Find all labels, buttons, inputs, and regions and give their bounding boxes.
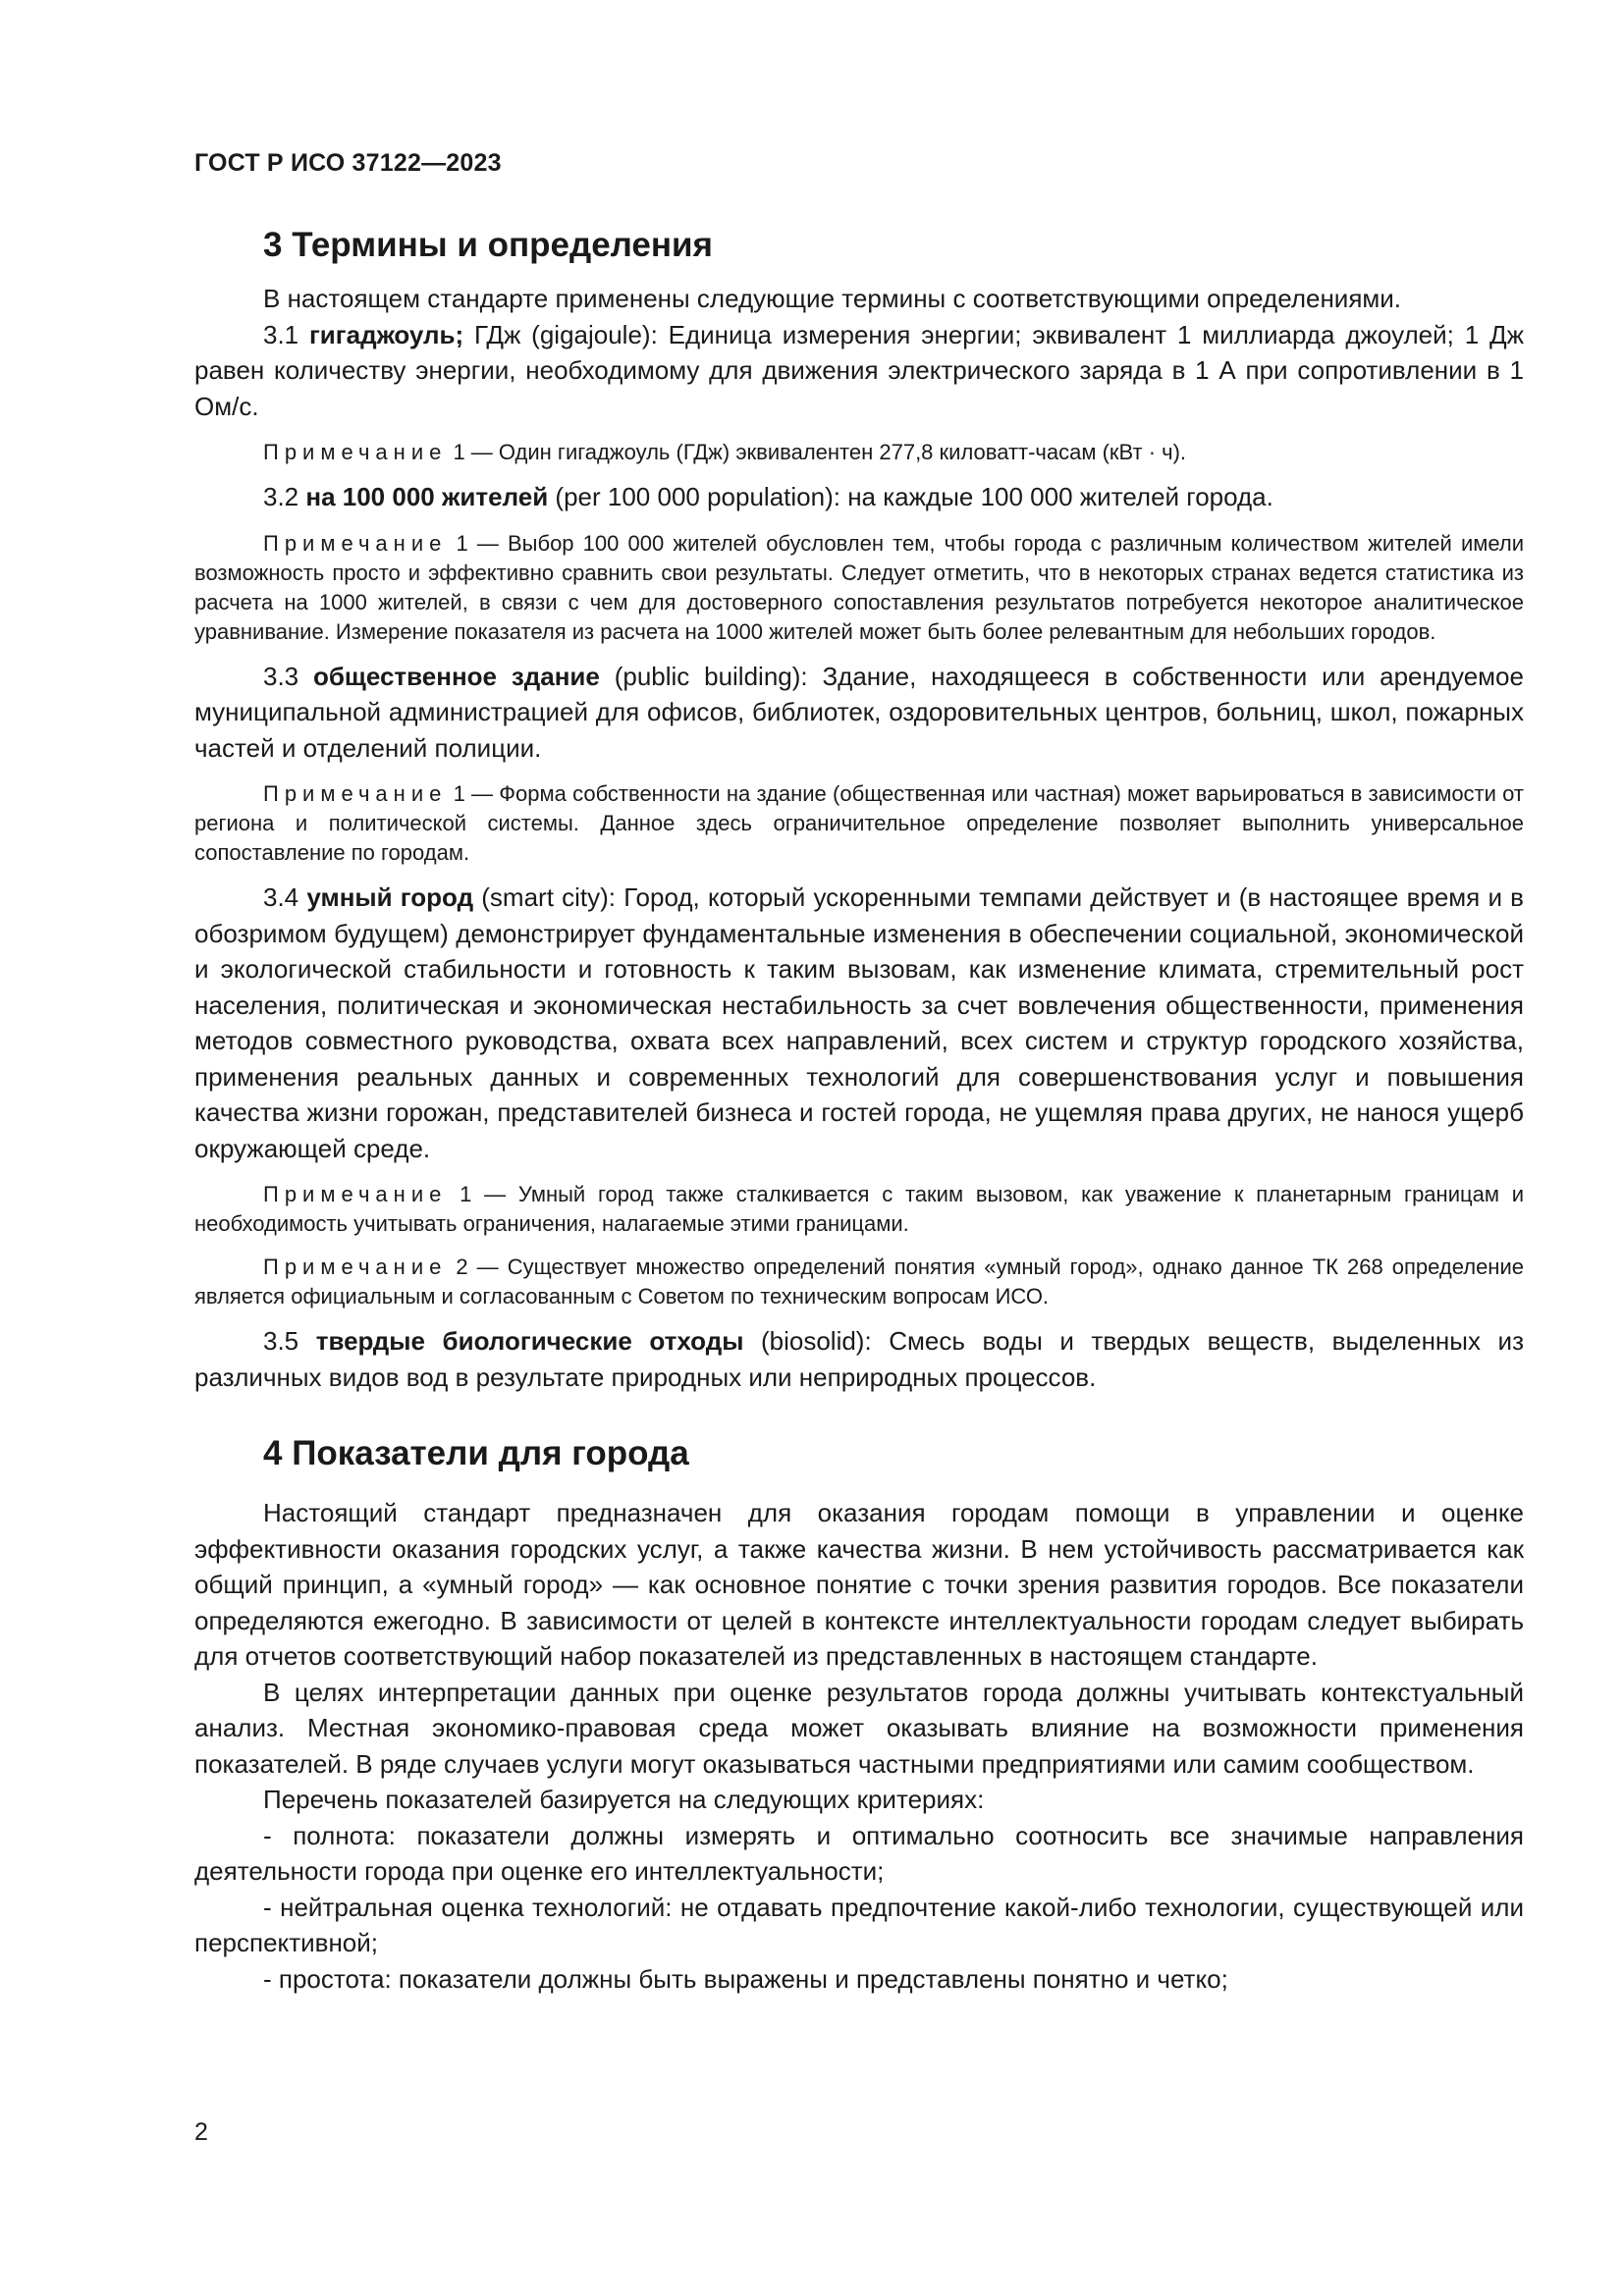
- note-label: Примечание: [263, 1182, 448, 1206]
- term-definition: [194, 1323, 1524, 1395]
- term-definition: [194, 479, 1524, 515]
- term-text: (per 100 000 population): на каждые 100 000 жителей города.: [548, 482, 1273, 511]
- term-text: (biosolid): Смесь воды и твердых веществ, выделенных из различных видов вод в результате природных или неприродных процессов.: [194, 1326, 1524, 1392]
- term-text: (public building): Здание, находящееся в собственности или арендуемое муниципальной администрацией для офисов, библиотек, оздоровительных центров, больниц, школ, пожарных частей и отделений полиции.: [194, 661, 1524, 763]
- page-number: 2: [194, 2118, 208, 2146]
- term-note: [194, 1253, 1524, 1311]
- term-name: твердые биологические отходы: [315, 1326, 744, 1356]
- term-note: [194, 779, 1524, 868]
- term-number: 3.3: [263, 661, 313, 691]
- criteria-item: - простота: показатели должны быть выражены и представлены понятно и четко;: [263, 1963, 1228, 1994]
- note-label: Примечание: [263, 1255, 448, 1279]
- term-name: гигаджоуль;: [308, 319, 464, 349]
- note-label: Примечание: [263, 530, 448, 556]
- term-name: на 100 000 жителей: [305, 482, 549, 511]
- term-definition: [194, 880, 1524, 1166]
- criteria-item: - нейтральная оценка технологий: не отдавать предпочтение какой-либо технологии, существующей или перспективной;: [194, 1892, 1524, 1957]
- note-text: 1 — Умный город также сталкивается с таким вызовом, как уважение к планетарным границам и необходимость учитывать ограничения, налагаемые этими границами.: [194, 1182, 1524, 1236]
- note-label: Примечание: [263, 440, 448, 464]
- term-note: [194, 529, 1524, 647]
- term-text: ГДж (gigajoule): Единица измерения энергии; эквивалент 1 миллиарда джоулей; 1 Дж равен количеству энергии, необходимому для движения электрического заряда в 1 А при сопротивлении в 1 Ом/с.: [194, 319, 1524, 421]
- term-definition: [194, 317, 1524, 425]
- term-note: [194, 1180, 1524, 1239]
- section-4-body: [194, 1495, 1524, 1997]
- term-name: общественное здание: [312, 661, 600, 691]
- section-3-title: 3 Термины и определения: [263, 226, 713, 264]
- term-note: [194, 438, 1524, 467]
- term-name: умный город: [306, 882, 474, 912]
- page-content: [194, 224, 1524, 1997]
- note-text: 1 — Один гигаджоуль (ГДж) эквивалентен 277,8 киловатт-часам (кВт · ч).: [447, 440, 1187, 464]
- term-number: 3.5: [263, 1326, 316, 1356]
- section-3-intro: В настоящем стандарте применены следующие термины с соответствующими определениями.: [263, 284, 1402, 313]
- section-4-paragraph: Перечень показателей базируется на следующих критериях:: [263, 1785, 985, 1814]
- section-4-title: 4 Показатели для города: [263, 1434, 689, 1472]
- note-label: Примечание: [263, 781, 448, 806]
- standard-header: ГОСТ Р ИСО 37122—2023: [194, 149, 502, 177]
- criteria-item: - полнота: показатели должны измерять и оптимально соотносить все значимые направления деятельности города при оценке его интеллектуальности;: [194, 1820, 1524, 1886]
- term-number: 3.1: [263, 319, 309, 349]
- section-4-paragraph: В целях интерпретации данных при оценке результатов города должны учитывать контекстуальный анализ. Местная экономико-правовая среда может оказывать влияние на возможности применения показателей. В ряде случаев услуги могут оказываться частными предприятиями или самим сообществом.: [194, 1677, 1524, 1779]
- term-number: 3.4: [263, 882, 307, 912]
- section-3-body: [194, 281, 1524, 1395]
- term-text: (smart city): Город, который ускоренными темпами действует и (в настоящее время и в обозримом будущем) демонстрирует фундаментальные изменения в обеспечении социальной, экономической и экологической стабильности и готовность к таким вызовам, как изменение климата, стремительный рост населения, политическая и экономическая нестабильность за счет вовлечения общественности, применения методов совместного руководства, охвата всех направлений, всех систем и структур городского хозяйства, применения реальных данных и современных технологий для совершенствования услуг и повышения качества жизни горожан, представителей бизнеса и гостей города, не ущемляя права других, не нанося ущерб окружающей среде.: [194, 882, 1524, 1163]
- note-text: 1 — Выбор 100 000 жителей обусловлен тем, чтобы города с различным количеством жителей имели возможность просто и эффективно сравнить свои результаты. Следует отметить, что в некоторых странах ведется статистика из расчета на 1000 жителей, в связи с чем для достоверного сопоставления результатов потребуется некоторое аналитическое уравнивание. Измерение показателя из расчета на 1000 жителей может быть более релевантным для небольших городов.: [194, 530, 1524, 644]
- note-text: 2 — Существует множество определений понятия «умный город», однако данное ТК 268 определение является официальным и согласованным с Советом по техническим вопросам ИСО.: [194, 1255, 1524, 1308]
- section-4-paragraph: Настоящий стандарт предназначен для оказания городам помощи в управлении и оценке эффективности оказания городских услуг, а также качества жизни. В нем устойчивость рассматривается как общий принцип, а «умный город» — как основное понятие с точки зрения развития городов. Все показатели определяются ежегодно. В зависимости от целей в контексте интеллектуальности городам следует выбирать для отчетов соответствующий набор показателей из представленных в настоящем стандарте.: [194, 1498, 1524, 1671]
- term-number: 3.2: [263, 482, 306, 511]
- note-text: 1 — Форма собственности на здание (общественная или частная) может варьироваться в зависимости от региона и политической системы. Данное здесь ограничительное определение позволяет выполнить универсальное сопоставление по городам.: [194, 781, 1524, 865]
- term-definition: [194, 659, 1524, 767]
